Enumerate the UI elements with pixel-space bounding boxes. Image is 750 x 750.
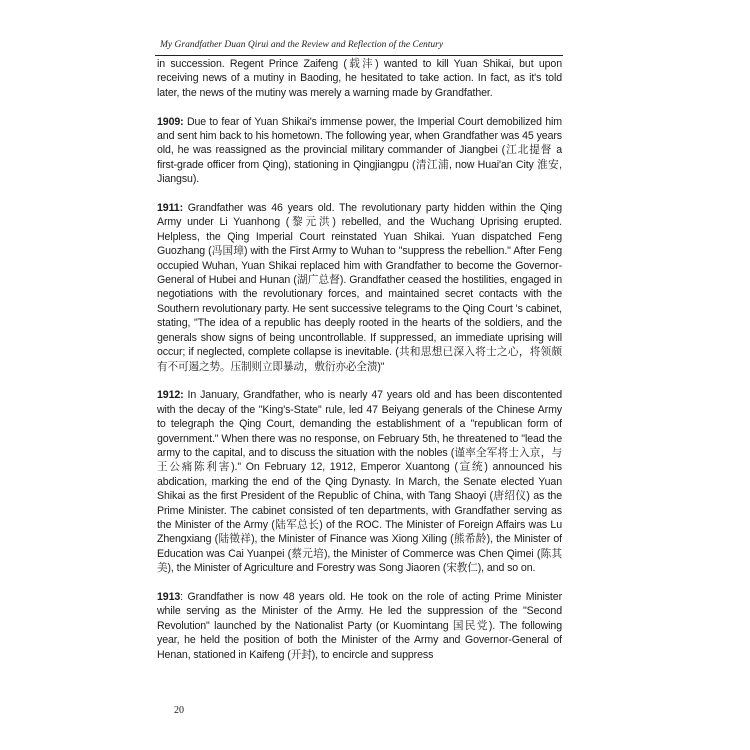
paragraph-continuation — [157, 57, 562, 100]
paragraph-1911 — [157, 201, 562, 374]
paragraph-text: in succession. Regent Prince Zaifeng (载沣) wanted to kill Yuan Shikai, but upon receiving news of a mutiny in Baoding, he hesitated to take action. In fact, as it's told later, the news of the mutiny was merely a warning made by Grandfather. — [157, 58, 562, 99]
paragraph-1913 — [157, 590, 562, 662]
header-rule — [155, 55, 563, 56]
year-heading: 1909: — [157, 115, 184, 128]
running-header: My Grandfather Duan Qirui and the Review and Reflection of the Century — [160, 40, 444, 50]
year-heading: 1913 — [157, 590, 181, 603]
year-heading: 1911: — [157, 202, 184, 215]
paragraph-text: In January, Grandfather, who is nearly 47 years old and has been discontented with the decay of the "King's-State" rule, led 47 Beiyang generals of the Chinese Army to telegraph the Qing Court, demanding the establishment of a "republican form of government." When there was no response, on February 5th, he threatened to "lead the army to the capital, and to discuss the situation with the nobles (谨率全军将士入京，与王公痛陈利害)." On February 12, 1912, Emperor Xuantong (宣统) announced his abdication, marking the end of the Qing Dynasty. In March, the Senate elected Yuan Shikai as the first President of the Republic of China, with Tang Shaoyi (唐绍仪) as the Prime Minister. The cabinet consisted of ten departments, with Grandfather serving as the Minister of the Army (陆军总长) of the ROC. The Minister of Foreign Affairs was Lu Zhengxiang (陆徵祥), the Minister of Finance was Xiong Xiling (熊希龄), the Minister of Education was Cai Yuanpei (蔡元培), the Minister of Commerce was Chen Qimei (陈其美), the Minister of Agriculture and Forestry was Song Jiaoren (宋教仁), and so on. — [157, 389, 562, 575]
paragraph-text: : Grandfather is now 48 years old. He took on the role of acting Prime Minister while serving as the Minister of the Army. He led the suppression of the "Second Revolution" launched by the Nationalist Party (or Kuomintang 国民党). The following year, he held the position of both the Minister of the Army and Governor-General of Henan, stationed in Kaifeng (开封), to encircle and suppress — [157, 590, 562, 661]
page-body — [157, 57, 562, 676]
paragraph-text: Grandfather was 46 years old. The revolutionary party hidden within the Qing Army under Li Yuanhong (黎元洪) rebelled, and the Wuchang Uprising erupted. Helpless, the Qing Imperial Court reinstated Yuan Shikai. Yuan dispatched Feng Guozhang (冯国璋) with the First Army to Wuhan to "suppress the rebellion." After Feng occupied Wuhan, Yuan Shikai replaced him with Grandfather to become the Governor-General of Hubei and Hunan (湖广总督). Grandfather ceased the hostilities, engaged in negotiations with the revolutionary forces, and maintained secret contacts with the Southern revolutionary party. He sent successive telegrams to the Qing Court 's cabinet, stating, "The idea of a republic has deeply rooted in the hearts of the soldiers, and the generals show signs of being uncontrollable. If suppressed, an immediate uprising will occur; if neglected, complete collapse is inevitable. (共和思想已深入将士之心，将领颇有不可遏之势。压制则立即暴动，敷衍亦必全溃)" — [157, 202, 562, 373]
paragraph-1909 — [157, 115, 562, 187]
paragraph-1912 — [157, 388, 562, 575]
page-number: 20 — [174, 705, 184, 716]
paragraph-text: Due to fear of Yuan Shikai's immense power, the Imperial Court demobilized him and sent him back to his hometown. The following year, when Grandfather was 45 years old, he was reassigned as the provincial military commander of Jiangbei (江北提督 a first-grade officer from Qing), stationing in Qingjiangpu (清江浦, now Huai'an City 淮安, Jiangsu). — [157, 115, 562, 186]
year-heading: 1912: — [157, 389, 184, 402]
